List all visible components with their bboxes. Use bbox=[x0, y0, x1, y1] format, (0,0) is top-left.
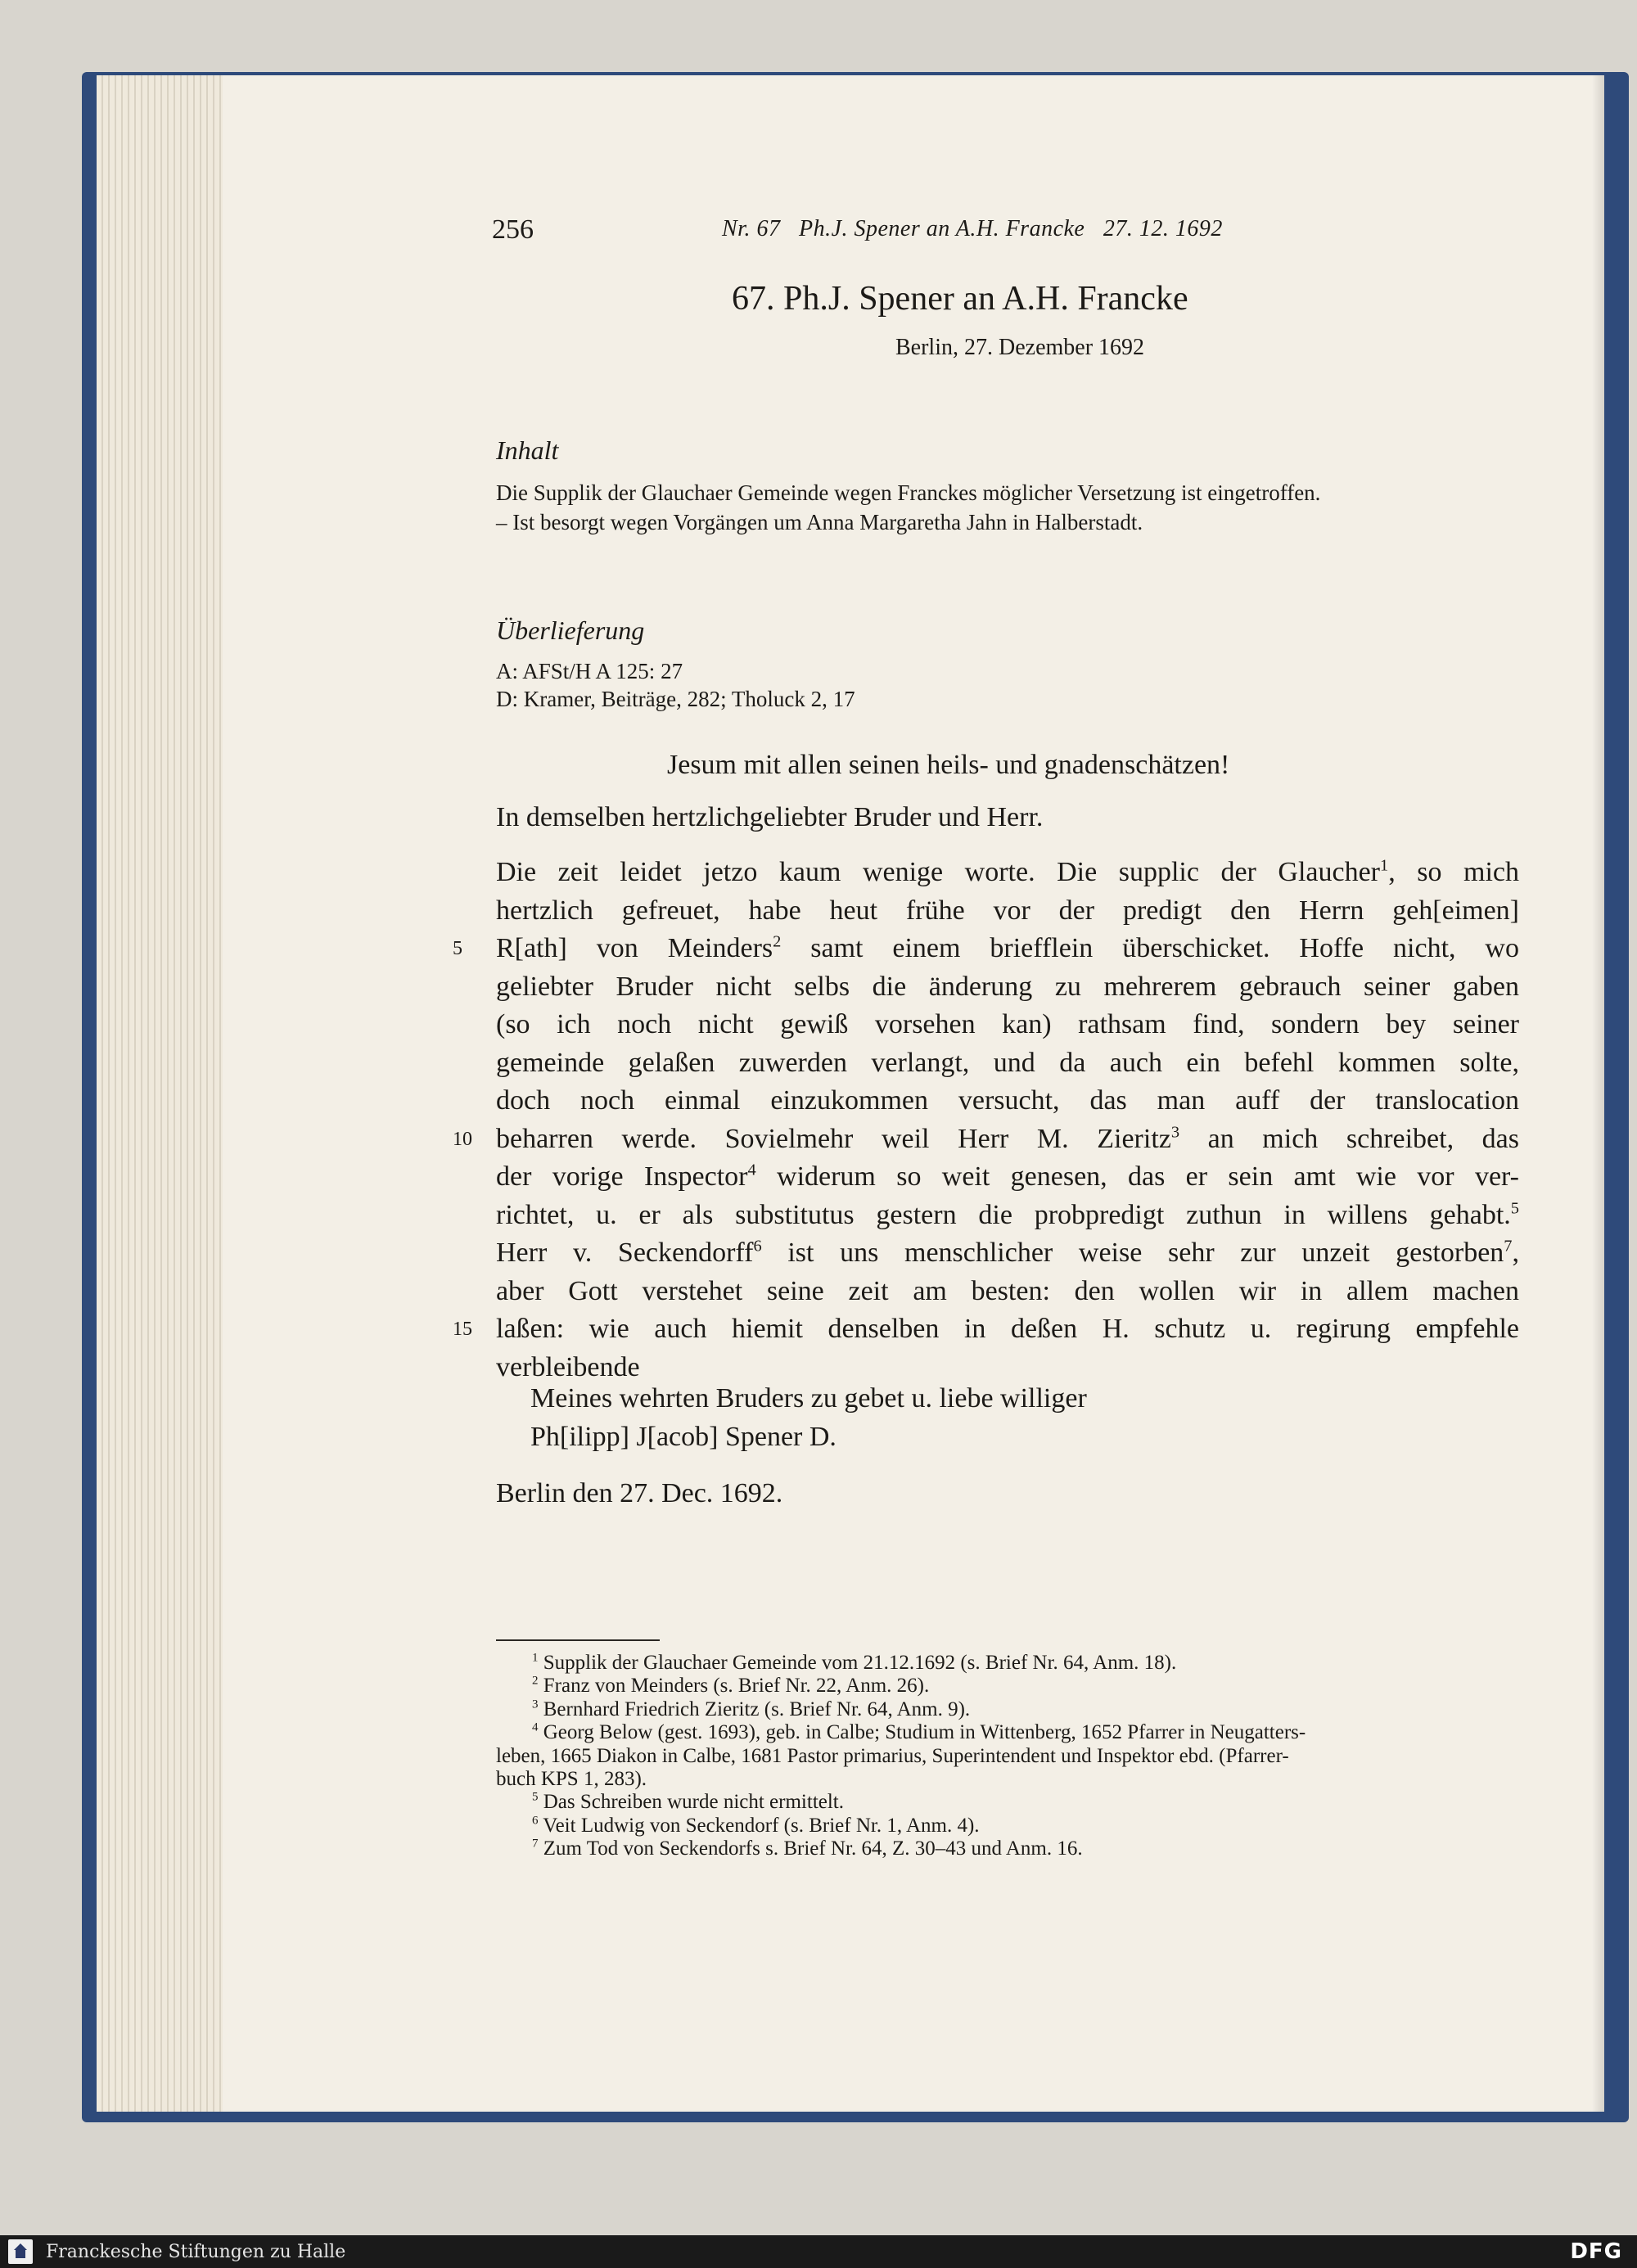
body-line: Herr v. Seckendorff$^6$ ist uns menschlicher weise sehr zur unzeit gestorben$^7$, bbox=[496, 1237, 1519, 1268]
page-edges bbox=[97, 75, 228, 2112]
place-date: Berlin, 27. Dezember 1692 bbox=[895, 335, 1145, 360]
letter-title: 67. Ph.J. Spener an A.H. Francke bbox=[732, 280, 1188, 318]
body-line: Die zeit leidet jetzo kaum wenige worte. Die supplic der Glaucher$^1$, so mich bbox=[496, 856, 1519, 887]
footnote-marker: 6 bbox=[753, 1237, 762, 1256]
line-number: 15 bbox=[453, 1319, 472, 1340]
address-line: In demselben hertzlichgeliebter Bruder und Herr. bbox=[496, 802, 1044, 832]
institution-logo bbox=[8, 2239, 33, 2264]
footnote-number: 1 bbox=[532, 1651, 539, 1665]
footnote-line: $^2$ Franz von Meinders (s. Brief Nr. 22, Anm. 26). bbox=[532, 1674, 930, 1697]
footnote-marker: 2 bbox=[773, 932, 782, 951]
body-line: verbleibende bbox=[496, 1352, 640, 1382]
footnote-number: 3 bbox=[532, 1698, 539, 1711]
footnote-number: 5 bbox=[532, 1790, 539, 1804]
body-line: aber Gott verstehet seine zeit am besten: den wollen wir in allem machen bbox=[496, 1276, 1519, 1306]
running-head: Nr. 67 Ph.J. Spener an A.H. Francke 27. 12. 1692 bbox=[722, 216, 1223, 241]
body-line: geliebter Bruder nicht selbs die änderung zu mehrerem gebrauch seiner gaben bbox=[496, 972, 1519, 1002]
footnote-number: 2 bbox=[532, 1674, 539, 1688]
closing-line-1: Meines wehrten Bruders zu gebet u. liebe williger bbox=[530, 1383, 1087, 1414]
footnote-line: $^4$ Georg Below (gest. 1693), geb. in Calbe; Studium in Wittenberg, 1652 Pfarrer in Neugatters- bbox=[532, 1720, 1306, 1743]
page-gutter-shade bbox=[1592, 75, 1604, 2112]
footnote-line: $^5$ Das Schreiben wurde nicht ermittelt. bbox=[532, 1790, 844, 1813]
viewer-footer bbox=[0, 2235, 1637, 2268]
body-line: beharren werde. Sovielmehr weil Herr M. Zieritz$^3$ an mich schreibet, das bbox=[496, 1123, 1519, 1154]
footnote-rule bbox=[496, 1639, 660, 1641]
footnote-line: leben, 1665 Diakon in Calbe, 1681 Pastor primarius, Superintendent und Inspektor ebd. (Pfarrer- bbox=[496, 1745, 1289, 1767]
closing-signature: Ph[ilipp] J[acob] Spener D. bbox=[530, 1422, 837, 1452]
line-number: 5 bbox=[453, 938, 462, 959]
footnote-line: $^3$ Bernhard Friedrich Zieritz (s. Brief Nr. 64, Anm. 9). bbox=[532, 1698, 971, 1720]
salutation: Jesum mit allen seinen heils- und gnadenschätzen! bbox=[667, 750, 1230, 780]
body-line: hertzlich gefreuet, habe heut frühe vor der predigt den Herrn geh[eimen] bbox=[496, 895, 1519, 926]
body-line: gemeinde gelaßen zuwerden verlangt, und da auch ein befehl kommen solte, bbox=[496, 1048, 1519, 1078]
footnote-number: 7 bbox=[532, 1837, 539, 1851]
body-line: richtet, u. er als substitutus gestern die probpredigt zuthun in willens gehabt.$^5$ bbox=[496, 1199, 1519, 1230]
institution-name: Franckesche Stiftungen zu Halle bbox=[46, 2242, 346, 2262]
dfg-logo: DFG bbox=[1570, 2239, 1622, 2264]
ueberlieferung-heading: Überlieferung bbox=[496, 615, 645, 645]
body-line: R[ath] von Meinders$^2$ samt einem briefflein überschicket. Hoffe nicht, wo bbox=[496, 932, 1519, 963]
footnote-line: $^6$ Veit Ludwig von Seckendorf (s. Brief Nr. 1, Anm. 4). bbox=[532, 1814, 980, 1837]
line-number: 10 bbox=[453, 1129, 472, 1150]
footnote-marker: 4 bbox=[747, 1161, 756, 1179]
inhalt-line-2: – Ist besorgt wegen Vorgängen um Anna Margaretha Jahn in Halberstadt. bbox=[496, 510, 1143, 534]
closing-dateline: Berlin den 27. Dec. 1692. bbox=[496, 1478, 783, 1508]
footnote-marker: 1 bbox=[1380, 856, 1389, 875]
ueberlieferung-line-a: A: AFSt/H A 125: 27 bbox=[496, 659, 683, 683]
footnote-marker: 7 bbox=[1504, 1237, 1513, 1256]
footnote-marker: 5 bbox=[1510, 1199, 1519, 1218]
footnote-line: buch KPS 1, 283). bbox=[496, 1768, 647, 1790]
body-line: der vorige Inspector$^4$ widerum so weit genesen, das er sein amt wie vor ver- bbox=[496, 1161, 1520, 1192]
footnote-line: $^1$ Supplik der Glauchaer Gemeinde vom 21.12.1692 (s. Brief Nr. 64, Anm. 18). bbox=[532, 1651, 1177, 1674]
page-number: 256 bbox=[492, 214, 534, 245]
inhalt-heading: Inhalt bbox=[496, 435, 559, 465]
body-line: doch noch einmal einzukommen versucht, das man auff der translocation bbox=[496, 1085, 1519, 1116]
footnote-marker: 3 bbox=[1170, 1123, 1180, 1142]
footnote-number: 6 bbox=[532, 1814, 539, 1828]
inhalt-line-1: Die Supplik der Glauchaer Gemeinde wegen Franckes möglicher Versetzung ist eingetroffen. bbox=[496, 480, 1321, 505]
footnote-number: 4 bbox=[532, 1720, 539, 1734]
ueberlieferung-line-d: D: Kramer, Beiträge, 282; Tholuck 2, 17 bbox=[496, 687, 855, 711]
footnote-line: $^7$ Zum Tod von Seckendorfs s. Brief Nr. 64, Z. 30–43 und Anm. 16. bbox=[532, 1837, 1083, 1860]
body-line: laßen: wie auch hiemit denselben in deßen H. schutz u. regirung empfehle bbox=[496, 1314, 1519, 1344]
body-line: (so ich noch nicht gewiß vorsehen kan) rathsam find, sondern bey seiner bbox=[496, 1009, 1519, 1039]
